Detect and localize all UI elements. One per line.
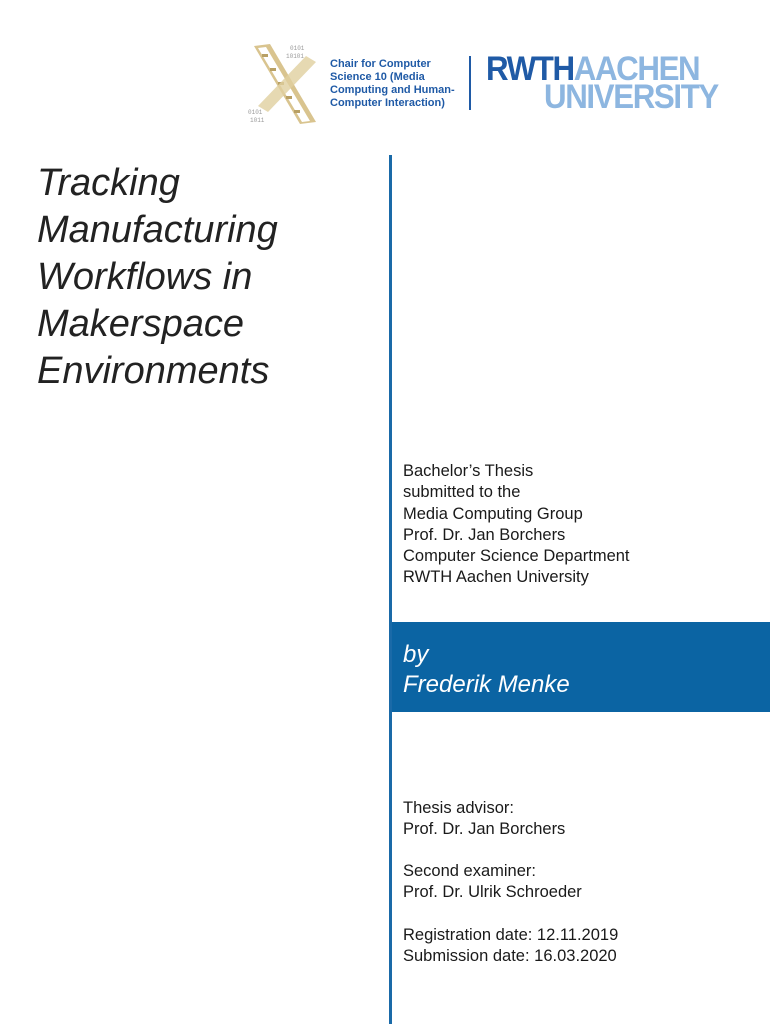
thesis-info [403,461,630,589]
advisor-name: Prof. Dr. Jan Borchers [403,820,566,839]
title-line: Manufacturing [37,209,278,251]
info-line: submitted to the [403,483,521,502]
svg-text:0101: 0101 [248,109,263,116]
title-line: Environments [37,350,270,392]
thesis-dates [403,925,618,968]
logo-divider [469,56,471,110]
svg-text:0101: 0101 [290,45,305,52]
title-line: Makerspace [37,303,244,345]
examiner-label: Second examiner: [403,862,536,880]
film-strip-x-icon [246,42,324,126]
svg-text:1011: 1011 [250,117,265,124]
title-line: Tracking [37,162,180,204]
rwth-logo [486,50,718,116]
thesis-title [37,160,377,395]
examiner-name: Prof. Dr. Ulrik Schroeder [403,883,582,902]
rwth-logo-line2: UNIVERSITY [544,78,718,116]
info-line: Media Computing Group [403,504,583,523]
vertical-divider [389,155,392,1024]
author-name: Frederik Menke [403,671,570,698]
submission-date: Submission date: 16.03.2020 [403,947,617,966]
info-line: Computer Science Department [403,547,630,566]
header-logos [0,0,770,140]
advisor-label: Thesis advisor: [403,799,514,817]
author-by: by [403,641,429,668]
svg-text:10101: 10101 [286,53,305,60]
thesis-advisor [403,798,565,841]
second-examiner [403,861,582,904]
rwth-logo-strong: RWTH [486,50,574,88]
rwth-logo-light: AACHEN [573,50,700,88]
chair-name: Chair for Computer Science 10 (Media Computing and Human- Computer Interaction) [330,58,455,109]
info-line: Bachelor’s Thesis [403,462,534,480]
registration-date: Registration date: 12.11.2019 [403,926,619,944]
info-line: Prof. Dr. Jan Borchers [403,525,566,544]
info-line: RWTH Aachen University [403,568,589,587]
author-band [392,622,770,712]
title-line: Workflows in [37,256,253,298]
